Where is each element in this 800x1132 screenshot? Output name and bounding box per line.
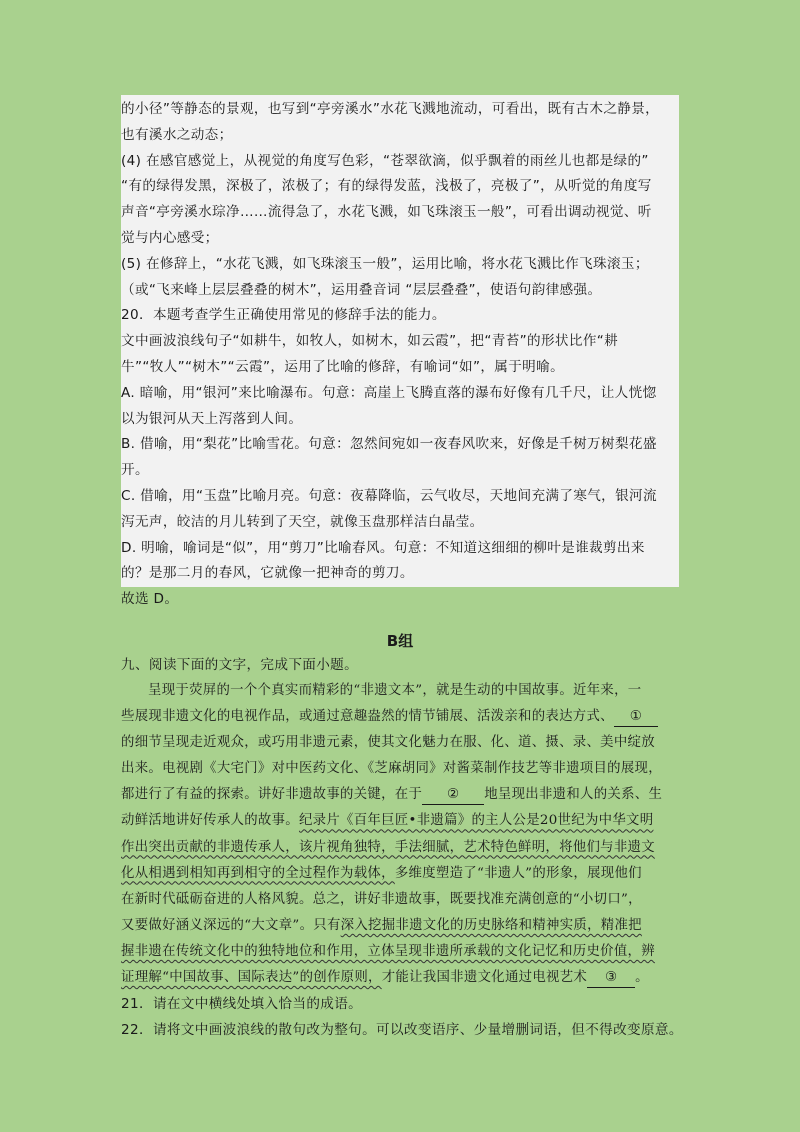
answer-explanation-box xyxy=(121,95,679,608)
answer-line: A. 暗喻，用“银河”来比喻瀑布。句意：高崖上飞腾直落的瀑布好像有几千尺，让人恍惚 xyxy=(121,384,657,401)
answer-line: 文中画波浪线句子“如耕牛，如牧人，如树木，如云霞”，把“青苔”的形状比作“耕 xyxy=(121,333,619,350)
answer-line: 故选 D。 xyxy=(121,591,179,608)
answer-line: D. 明喻，喻词是“似”，用“剪刀”比喻春风。句意：不知道这细细的柳叶是谁裁剪出来 xyxy=(121,539,645,556)
passage-line: 动鲜活地讲好传承人的故事。纪录片《百年巨匠•非遗篇》的主人公是20世纪为中华文明 xyxy=(121,813,654,829)
answer-line: (4) 在感官感觉上，从视觉的角度写色彩，“苍翠欲滴，似乎飘着的雨丝儿也都是绿的” xyxy=(121,152,649,169)
answer-line: 开。 xyxy=(121,462,149,479)
passage-line: 又要做好涵义深远的“大文章”。只有深入挖掘非遗文化的历史脉络和精神实质，精准把 xyxy=(121,917,642,933)
answer-line: B. 借喻，用“梨花”比喻雪花。句意：忽然间宛如一夜春风吹来，好像是千树万树梨花盛 xyxy=(121,436,657,453)
passage-line: 的细节呈现走近观众，或巧用非遗元素，使其文化魅力在服、化、道、摄、录、美中绽放 xyxy=(121,735,655,751)
passage-line: 都进行了有益的探索。讲好非遗故事的关键，在于 ② 地呈现出非遗和人的关系、生 xyxy=(121,782,686,808)
blank-1[interactable]: ① xyxy=(614,708,658,727)
blank-3[interactable]: ③ xyxy=(587,969,635,988)
answer-line: 的？是那二月的春风，它就像一把神奇的剪刀。 xyxy=(121,565,414,582)
passage-line: 在新时代砥砺奋进的人格风貌。总之，讲好非遗故事，既要找准充满创意的“小切口”， xyxy=(121,891,642,907)
wavy-underlined-text: 握非遗在传统文化中的独特地位和作用，立体呈现非遗所承载的文化记忆和历史价值，辨 xyxy=(121,943,655,959)
answer-line: 以为银河从天上泻落到人间。 xyxy=(121,410,303,427)
question-21: 21．请在文中横线处填入恰当的成语。 xyxy=(121,996,363,1013)
answer-line: C. 借喻，用“玉盘”比喻月亮。句意：夜幕降临，云气收尽，天地间充满了寒气，银河流 xyxy=(121,487,657,504)
wavy-underlined-text: 证理解“中国故事、国际表达”的创作原则， xyxy=(121,970,382,986)
passage-line xyxy=(121,835,686,861)
answer-line: “有的绿得发黑，深极了，浓极了；有的绿得发蓝，浅极了，亮极了”，从听觉的角度写 xyxy=(121,178,652,195)
wavy-underlined-text: 作出突出贡献的非遗传承人，该片视角独特，手法细腻，艺术特色鲜明，将他们与非遗文 xyxy=(121,839,655,855)
passage-line: 出来。电视剧《大宅门》对中医药文化、《芝麻胡同》对酱菜制作技艺等非遗项目的展现， xyxy=(121,761,662,777)
section-b xyxy=(121,652,686,1043)
answer-line: 声音“亭旁溪水琮净……流得急了，水花飞溅，如飞珠滚玉一般”，可看出调动视觉、听 xyxy=(121,204,652,221)
wavy-underlined-text: 纪录片《百年巨匠•非遗篇》的主人公是20世纪为中华文明 xyxy=(298,813,654,829)
answer-line: （或“飞来峰上层层叠叠的树木”，运用叠音词 “层层叠叠”，使语句韵律感强。 xyxy=(121,281,602,298)
section-b-title: B组 xyxy=(386,632,414,650)
question-22: 22．请将文中画波浪线的散句改为整句。可以改变语序、少量增删词语，但不得改变原意。 xyxy=(121,1022,683,1039)
passage-line xyxy=(121,939,686,965)
answer-line: (5) 在修辞上，“水花飞溅，如飞珠滚玉一般”，运用比喻，将水花飞溅比作飞珠滚玉； xyxy=(121,255,649,272)
passage-line: 些展现非遗文化的电视作品，或通过意趣盎然的情节铺展、活泼亲和的表达方式、 ① xyxy=(121,704,686,730)
wavy-underlined-text: 深入挖掘非遗文化的历史脉络和精神实质，精准把 xyxy=(340,917,642,933)
answer-line: 牛”“牧人”“树木”“云霞”，运用了比喻的修辞，有喻词“如”，属于明喻。 xyxy=(121,358,565,375)
blank-2[interactable]: ② xyxy=(422,786,484,805)
passage-line: 呈现于荧屏的一个个真实而精彩的“非遗文本”，就是生动的中国故事。近年来，一 xyxy=(148,683,642,698)
answer-line: 也有溪水之动态； xyxy=(121,126,233,143)
passage-line: 化从相遇到相知再到相守的全过程作为载体，多维度塑造了“非遗人”的形象，展现他们 xyxy=(121,865,642,881)
reading-instruction: 九、阅读下面的文字，完成下面小题。 xyxy=(121,657,359,673)
wavy-underlined-text: 化从相遇到相知再到相守的全过程作为载体， xyxy=(121,865,395,881)
answer-line: 的小径”等静态的景观，也写到“亭旁溪水”水花飞溅地流动，可看出，既有古木之静景， xyxy=(121,101,660,117)
reading-passage xyxy=(121,678,686,991)
answer-line: 20．本题考查学生正确使用常见的修辞手法的能力。 xyxy=(121,307,446,324)
answer-line: 泻无声，皎洁的月儿转到了天空，就像玉盘那样洁白晶莹。 xyxy=(121,513,484,530)
passage-line: 证理解“中国故事、国际表达”的创作原则，才能让我国非遗文化通过电视艺术 ③ 。 xyxy=(121,965,686,991)
answer-line: 觉与内心感受； xyxy=(121,229,219,246)
